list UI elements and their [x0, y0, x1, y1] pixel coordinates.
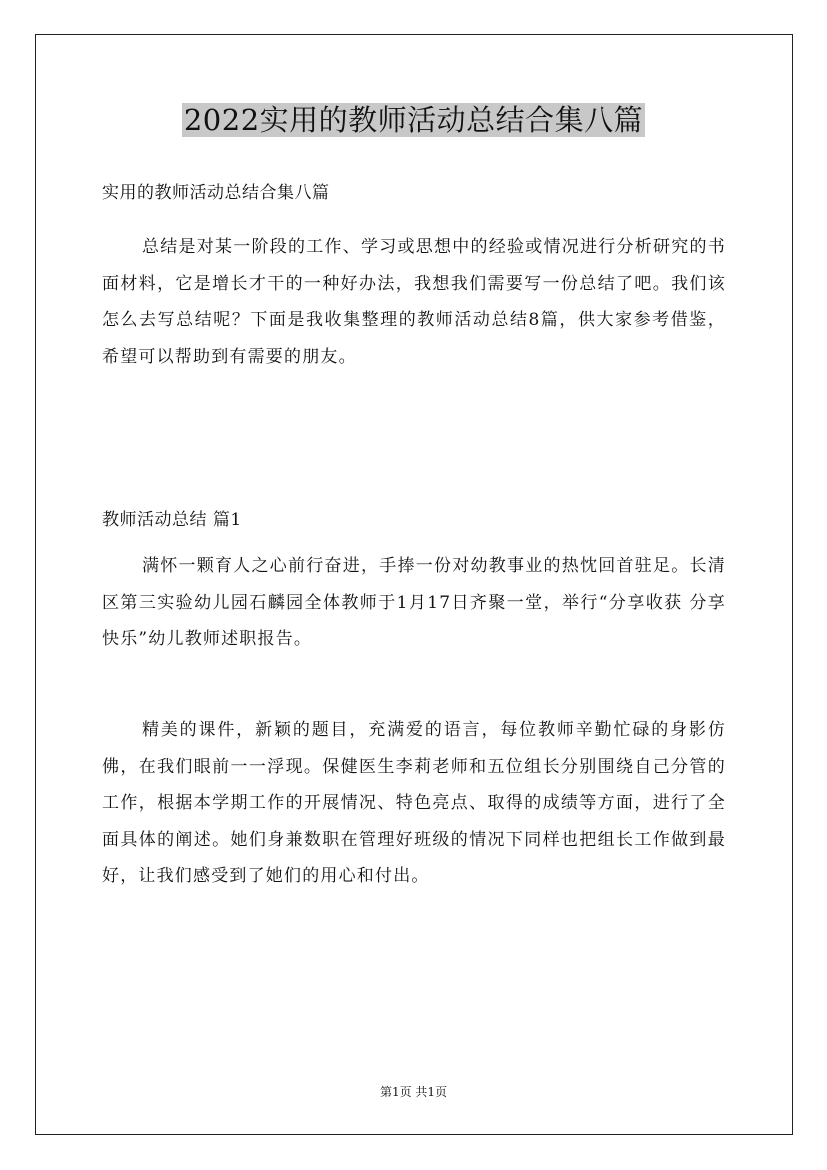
intro-paragraph: 总结是对某一阶段的工作、学习或思想中的经验或情况进行分析研究的书面材料，它是增长才干的一种好办法，我想我们需要写一份总结了吧。我们该怎么去写总结呢？下面是我收集整理的教师活动总结8篇，供大家参考借鉴，希望可以帮助到有需要的朋友。 — [102, 237, 726, 367]
document-subtitle: 实用的教师活动总结合集八篇 — [102, 183, 330, 203]
section-heading: 教师活动总结 篇1 — [102, 510, 242, 530]
body-paragraph-2: 精美的课件，新颖的题目，充满爱的语言，每位教师辛勤忙碌的身影仿佛，在我们眼前一一浮现。保健医生李莉老师和五位组长分别围绕自己分管的工作，根据本学期工作的开展情况、特色亮点、取得的成绩等方面，进行了全面具体的阐述。她们身兼数职在管理好班级的情况下同样也把组长工作做到最好，让我们感受到了她们的用心和付出。 — [102, 720, 726, 886]
body-paragraph-1: 满怀一颗育人之心前行奋进，手捧一份对幼教事业的热忱回首驻足。长清区第三实验幼儿园石麟园全体教师于1月17日齐聚一堂，举行“分享收获 分享快乐”幼儿教师述职报告。 — [102, 556, 726, 649]
page-footer: 第1页 共1页 — [379, 1085, 448, 1099]
document-title — [0, 100, 827, 140]
document-title-text: 2022实用的教师活动总结合集八篇 — [183, 103, 644, 137]
